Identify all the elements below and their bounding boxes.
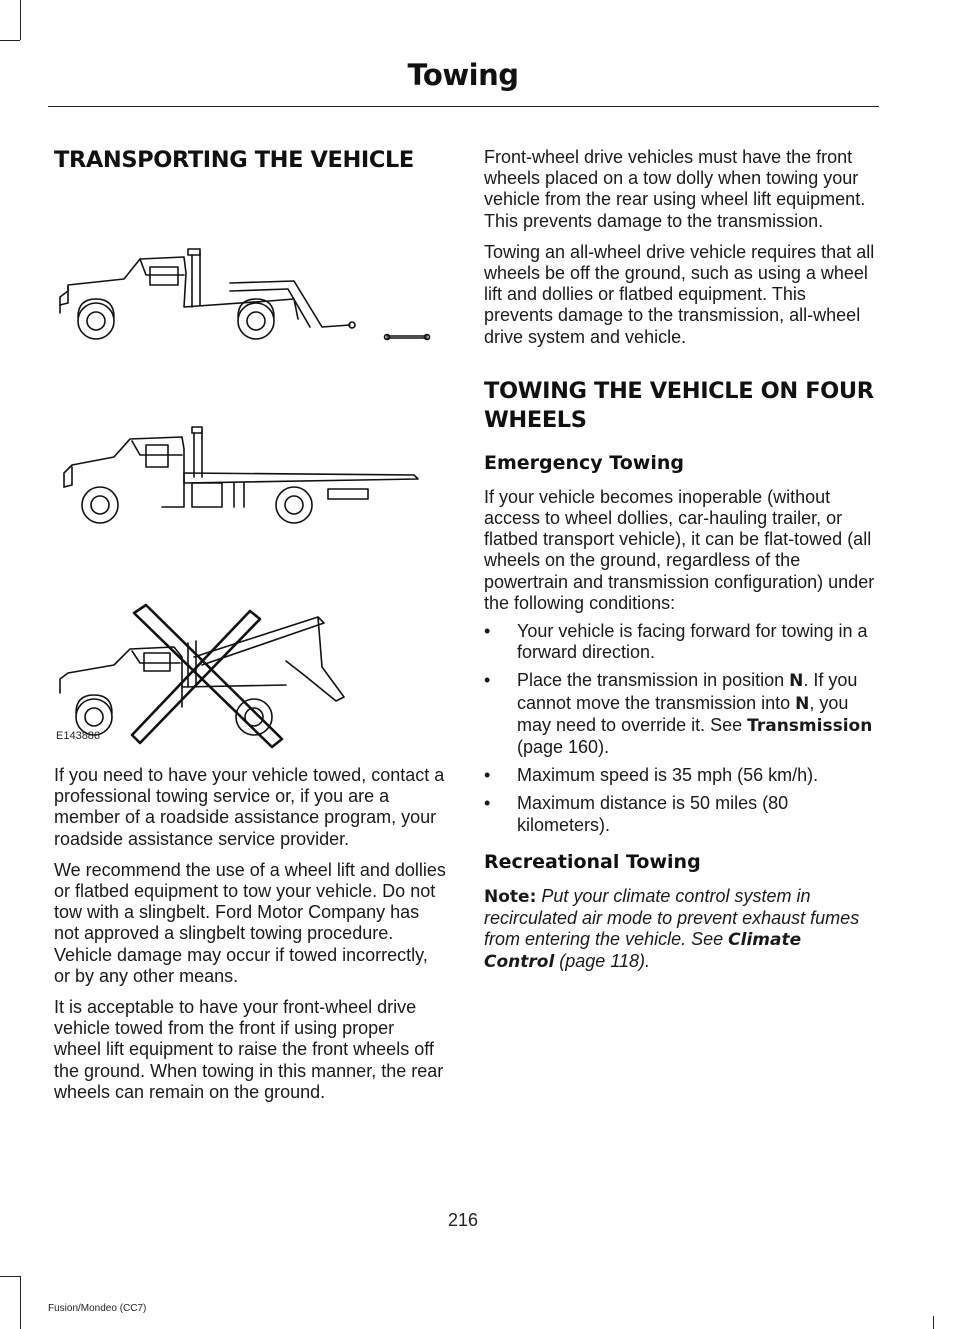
conditions-list [484,621,876,836]
paragraph: It is acceptable to have your front-wheel drive vehicle towed from the front if using proper wheel lift equipment to raise the front wheels off the ground. When towing in this manner, the rear wheels can remain on the ground. [54,997,444,1102]
flatbed-truck-drawing [64,427,418,523]
list-item: • Place the transmission in position N. If you cannot move the transmission into N, you may need to override it. See Transmission (page 160). [484,670,873,758]
paragraph: If your vehicle becomes inoperable (without access to wheel dollies, car-hauling trailer, or flatbed transport vehicle), it can be flat-towed (all wheels on the ground, regardless of the powertrain and transmission configuration) under the following conditions: [484,486,875,613]
subsection-title-recreational: Recreational Towing [484,850,701,873]
note-label: Note: [484,886,537,907]
crop-mark [0,40,20,41]
wheel-lift-truck-drawing [60,249,430,340]
list-item: • Your vehicle is facing forward for towing in a forward direction. [484,621,868,663]
crop-mark [20,1276,21,1329]
figure-code: E143886 [56,730,101,742]
subsection-title-emergency: Emergency Towing [484,451,684,474]
bullet-icon: • [484,670,491,691]
bullet-icon: • [484,621,491,642]
towing-illustration [54,187,446,757]
climate-control-link[interactable]: Climate Control [484,930,802,973]
crop-mark [0,1276,20,1277]
paragraph: Front-wheel drive vehicles must have the front wheels placed on a tow dolly when towing your vehicle from the rear using wheel lift equipment. This prevents damage to the transmission. [484,147,866,231]
transmission-link[interactable]: Transmission [747,715,873,736]
crop-mark [20,0,21,40]
paragraph: We recommend the use of a wheel lift and dollies or flatbed equipment to tow your vehicle. Do not tow with a slingbelt. Ford Motor Company has not approved a slingbelt towing procedure. Vehicle damage may occur if towed incorrectly, or by any other means. [54,859,446,986]
note: Note: Put your climate control system in recirculated air mode to prevent exhaust fumes from entering the vehicle. See Climate Control (page 118). [484,885,860,973]
document-id: Fusion/Mondeo (CC7) [48,1303,147,1314]
list-item: • Maximum speed is 35 mph (56 km/h). [484,765,819,786]
left-column [54,146,446,1113]
crop-mark [933,1316,934,1329]
paragraph: Towing an all-wheel drive vehicle requires that all wheels be off the ground, such as using a wheel lift and dollies or flatbed equipment. This prevents damage to the transmission, all-wheel drive system and vehicle. [484,241,875,347]
page-title: Towing [407,58,519,92]
page-number: 216 [447,1210,479,1230]
header-rule [48,106,879,107]
slingbelt-truck-drawing [60,617,344,735]
bullet-icon: • [484,793,491,814]
list-item: • Maximum distance is 50 miles (80 kilometers). [484,793,789,835]
section-title-four-wheels: TOWING THE VEHICLE ON FOUR WHEELS [484,377,874,433]
bullet-icon: • [484,765,491,786]
section-title-transporting: TRANSPORTING THE VEHICLE [54,147,414,173]
prohibited-x-mark [132,605,282,747]
right-column [484,147,876,974]
paragraph: If you need to have your vehicle towed, contact a professional towing service or, if you are a member of a roadside assistance program, your roadside assistance service provider. [54,765,445,849]
